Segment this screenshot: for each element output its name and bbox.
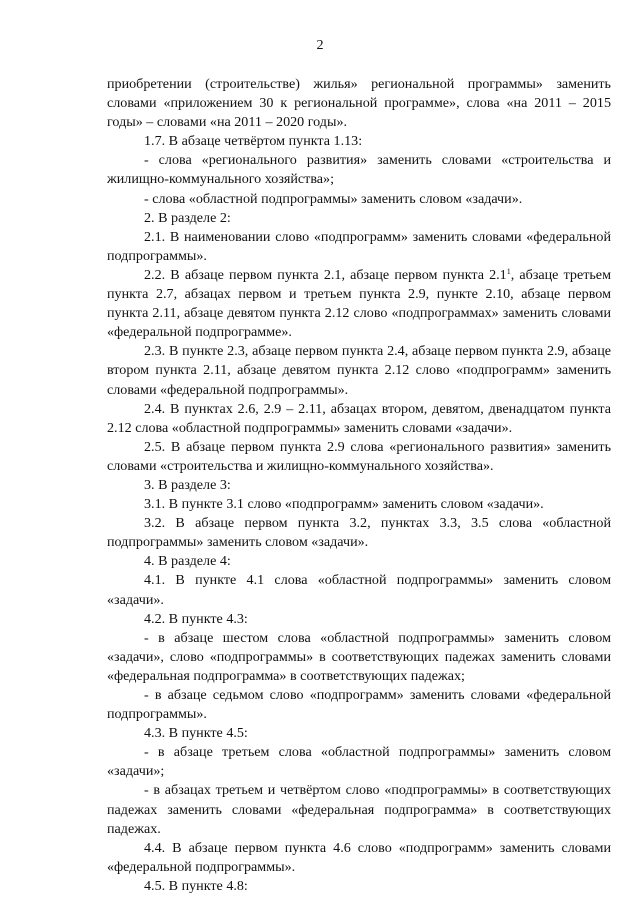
paragraph-text: 2.5. В абзаце первом пункта 2.9 слова «регионального развития» заменить словами «строительства и жилищно-коммунального хозяйства». <box>107 438 611 474</box>
paragraph <box>107 228 611 266</box>
paragraph <box>107 400 611 438</box>
paragraph-text: - в абзаце третьем слова «областной подпрограммы» заменить словом «задачи»; <box>107 744 611 780</box>
paragraph-text: - в абзаце седьмом слово «подпрограмм» заменить словами «федеральной подпрограммы». <box>107 687 611 723</box>
paragraph-text: 4.5. В пункте 4.8: <box>144 877 248 894</box>
paragraph <box>107 514 611 552</box>
paragraph <box>107 495 611 514</box>
paragraph-text: 4. В разделе 4: <box>144 553 231 570</box>
paragraph-text: 4.2. В пункте 4.3: <box>144 610 248 627</box>
document-body <box>107 75 611 896</box>
paragraph-text: - слова «регионального развития» заменить словами «строительства и жилищно-коммунального хозяйства»; <box>107 152 611 188</box>
paragraph-text: 3.2. В абзаце первом пункта 3.2, пунктах 3.3, 3.5 слова «областной подпрограммы» заменить словом «задачи». <box>107 515 611 551</box>
paragraph-text: - в абзаце шестом слова «областной подпрограммы» заменить словом «задачи», слово «подпрограммы» в соответствующих падежах заменить словами «федеральная подпрограмма» в соответствующих падежах; <box>107 629 611 684</box>
paragraph <box>107 132 611 151</box>
page-number: 2 <box>316 37 324 53</box>
paragraph <box>107 438 611 476</box>
paragraph <box>107 209 611 228</box>
paragraph <box>107 75 611 132</box>
paragraph <box>107 781 611 838</box>
paragraph <box>107 743 611 781</box>
paragraph <box>107 724 611 743</box>
paragraph-text-continued: , абзаце третьем пункта 2.7, абзацах первом и третьем пункта 2.9, пункте 2.10, абзаце первом пункта 2.11, абзаце девятом пункта 2.12 слово «подпрограммах» заменить словами «федеральной подпрограмме». <box>107 266 611 341</box>
paragraph <box>107 266 611 342</box>
paragraph-text: 1.7. В абзаце четвёртом пункта 1.13: <box>144 133 363 150</box>
paragraph <box>107 151 611 189</box>
paragraph <box>107 552 611 571</box>
paragraph <box>107 342 611 399</box>
paragraph-text: 4.1. В пункте 4.1 слова «областной подпрограммы» заменить словом «задачи». <box>107 572 611 608</box>
paragraph <box>107 686 611 724</box>
paragraph-text: 2.1. В наименовании слово «подпрограмм» заменить словами «федеральной подпрограммы». <box>107 228 611 264</box>
paragraph-text: - в абзацах третьем и четвёртом слово «подпрограммы» в соответствующих падежах заменить словами «федеральная подпрограмма» в соответствующих падежах. <box>107 782 611 837</box>
paragraph-text: - слова «областной подпрограммы» заменить словом «задачи». <box>144 190 523 207</box>
paragraph-text: 2.3. В пункте 2.3, абзаце первом пункта 2.4, абзаце первом пункта 2.9, абзаце втором пункта 2.11, абзаце девятом пункта 2.12 слово «подпрограмм» заменить словами «федеральной подпрограммы». <box>107 343 611 398</box>
paragraph <box>107 476 611 495</box>
superscript: 1 <box>506 266 511 276</box>
paragraph-text: 3. В разделе 3: <box>144 476 231 493</box>
paragraph-text: 4.3. В пункте 4.5: <box>144 725 248 742</box>
paragraph-text: 3.1. В пункте 3.1 слово «подпрограмм» заменить словом «задачи». <box>144 496 544 513</box>
paragraph <box>107 877 611 896</box>
paragraph-text: 2.2. В абзаце первом пункта 2.1, абзаце первом пункта 2.1 <box>144 266 507 283</box>
paragraph <box>107 839 611 877</box>
paragraph <box>107 610 611 629</box>
paragraph-text: 4.4. В абзаце первом пункта 4.6 слово «подпрограмм» заменить словами «федеральной подпрограммы». <box>107 839 611 875</box>
paragraph <box>107 190 611 209</box>
paragraph-text: приобретении (строительстве) жилья» региональной программы» заменить словами «приложением 30 к региональной программе», слова «на 2011 – 2015 годы» – словами «на 2011 – 2020 годы». <box>107 76 611 131</box>
paragraph <box>107 629 611 686</box>
paragraph <box>107 571 611 609</box>
paragraph-text: 2.4. В пунктах 2.6, 2.9 – 2.11, абзацах втором, девятом, двенадцатом пункта 2.12 слова «областной подпрограммы» заменить словами «задачи». <box>107 400 611 436</box>
paragraph-text: 2. В разделе 2: <box>144 209 231 226</box>
